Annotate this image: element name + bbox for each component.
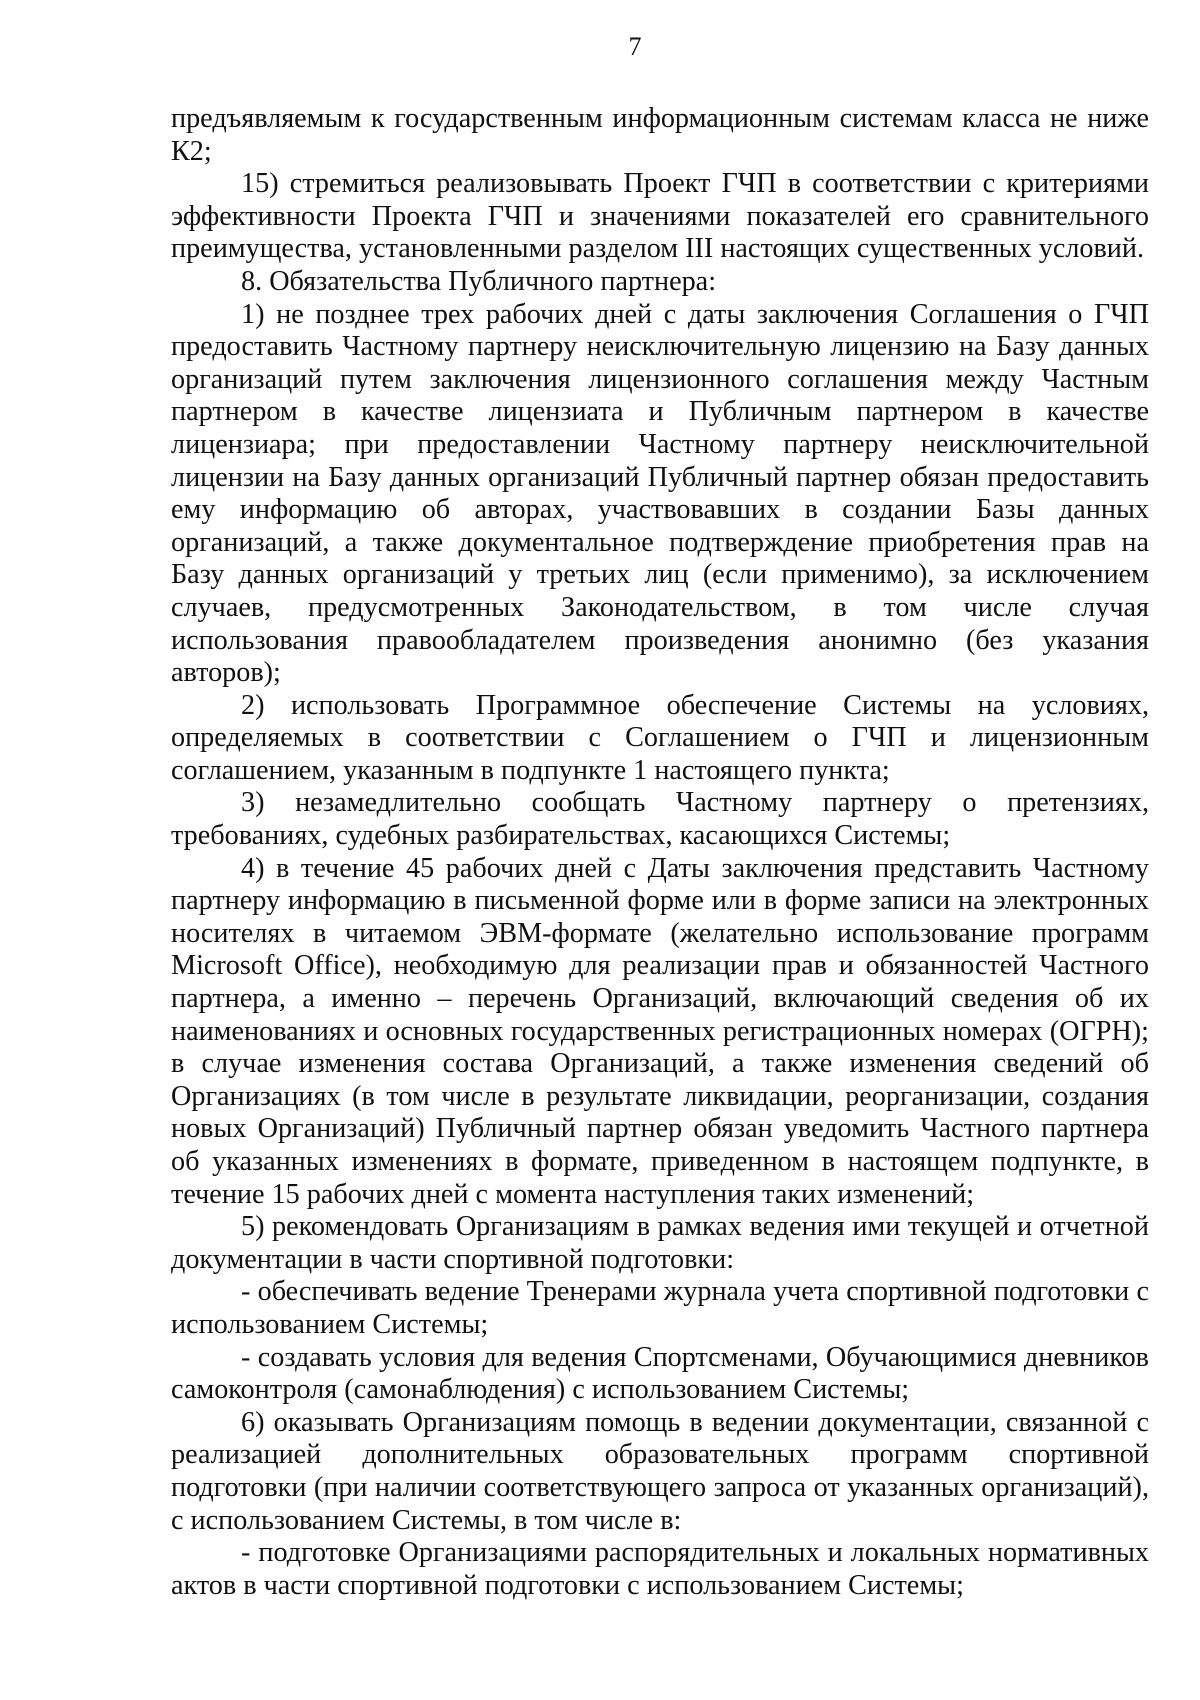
paragraph-item-5: 5) рекомендовать Организациям в рамках ведения ими текущей и отчетной документации в части спортивной подготовки: (171, 1211, 1149, 1275)
list-item-dash: - создавать условия для ведения Спортсменами, Обучающимися дневников самоконтроля (самонаблюдения) с использованием Системы; (171, 1341, 1149, 1406)
paragraph-item-15: 15) стремиться реализовывать Проект ГЧП в соответствии с критериями эффективности Проекта ГЧП и значениями показателей его сравнительного преимущества, установленными разделом III настоящих существенных условий. (171, 168, 1149, 265)
paragraph-continuation: предъявляемым к государственным информационным системам класса не ниже К2; (171, 103, 1149, 167)
section-heading-public-partner-obligations: 8. Обязательства Публичного партнера: (241, 265, 717, 297)
list-item-dash: - обеспечивать ведение Тренерами журнала учета спортивной подготовки с использованием Системы; (171, 1276, 1149, 1340)
document-body (171, 103, 1149, 1602)
list-item-dash: - подготовке Организациями распорядительных и локальных нормативных актов в части спортивной подготовки с использованием Системы; (171, 1537, 1149, 1601)
paragraph-item-3: 3) незамедлительно сообщать Частному партнеру о претензиях, требованиях, судебных разбирательствах, касающихся Системы; (171, 787, 1149, 852)
paragraph-item-6: 6) оказывать Организациям помощь в ведении документации, связанной с реализацией дополнительных образовательных программ спортивной подготовки (при наличии соответствующего запроса от указанных организаций), с использованием Системы, в том числе в: (171, 1406, 1149, 1536)
paragraph-item-1: 1) не позднее трех рабочих дней с даты заключения Соглашения о ГЧП предоставить Частному партнеру неисключительную лицензию на Базу данных организаций путем заключения лицензионного соглашения между Частным партнером в качестве лицензиата и Публичным партнером в качестве лицензиара; при предоставлении Частному партнеру неисключительной лицензии на Базу данных организаций Публичный партнер обязан предоставить ему информацию об авторах, участвовавших в создании Базы данных организаций, а также документальное подтверждение приобретения прав на Базу данных организаций у третьих лиц (если применимо), за исключением случаев, предусмотренных Законодательством, в том числе случая использования правообладателем произведения анонимно (без указания авторов); (171, 298, 1149, 689)
page-number: 7 (628, 32, 642, 61)
paragraph-item-2: 2) использовать Программное обеспечение Системы на условиях, определяемых в соответствии с Соглашением о ГЧП и лицензионным соглашением, указанным в подпункте 1 настоящего пункта; (171, 689, 1149, 786)
paragraph-item-4: 4) в течение 45 рабочих дней с Даты заключения представить Частному партнеру информацию в письменной форме или в форме записи на электронных носителях в читаемом ЭВМ-формате (желательно использование программ Microsoft Office), необходимую для реализации прав и обязанностей Частного партнера, а именно – перечень Организаций, включающий сведения об их наименованиях и основных государственных регистрационных номерах (ОГРН); в случае изменения состава Организаций, а также изменения сведений об Организациях (в том числе в результате ликвидации, реорганизации, создания новых Организаций) Публичный партнер обязан уведомить Частного партнера об указанных изменениях в формате, приведенном в настоящем подпункте, в течение 15 рабочих дней с момента наступления таких изменений; (171, 852, 1149, 1210)
